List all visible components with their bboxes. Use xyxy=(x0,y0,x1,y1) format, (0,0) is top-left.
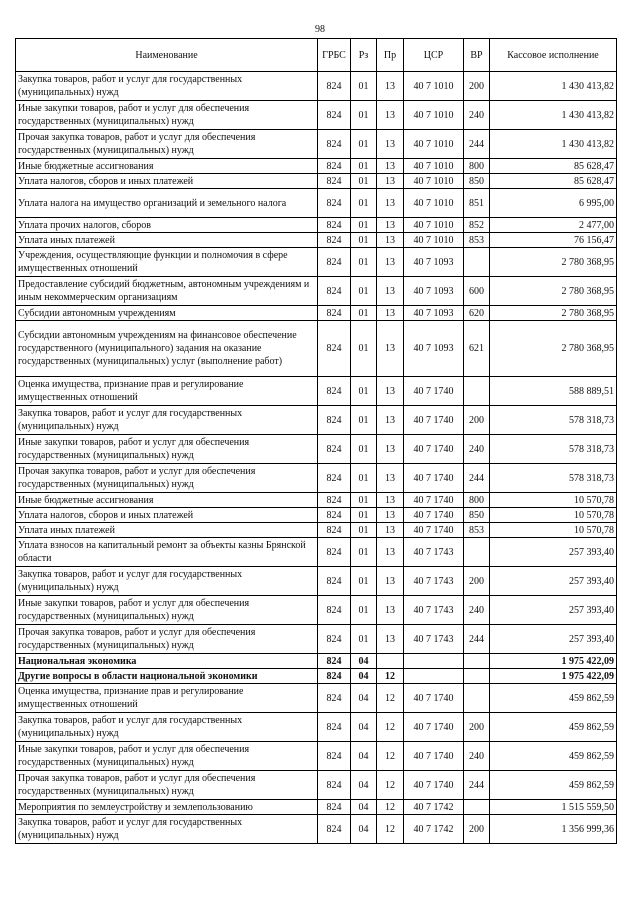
row-pr-cell: 13 xyxy=(377,130,404,159)
row-vr-cell: 240 xyxy=(464,596,490,625)
row-name-cell: Иные бюджетные ассигнования xyxy=(16,493,318,508)
row-vr-cell xyxy=(464,684,490,713)
table-row xyxy=(16,174,617,189)
table-row xyxy=(16,684,617,713)
row-csr-cell: 40 7 1093 xyxy=(404,277,464,306)
row-grbs-cell: 824 xyxy=(318,625,351,654)
row-grbs-cell: 824 xyxy=(318,669,351,684)
table-row xyxy=(16,567,617,596)
row-rz-cell: 01 xyxy=(351,130,377,159)
row-name-cell: Уплата иных платежей xyxy=(16,233,318,248)
row-grbs-cell: 824 xyxy=(318,174,351,189)
row-name-cell: Другие вопросы в области национальной экономики xyxy=(16,669,318,684)
table-row xyxy=(16,669,617,684)
row-name-cell: Уплата налога на имущество организаций и земельного налога xyxy=(16,189,318,218)
row-name-cell: Иные закупки товаров, работ и услуг для обеспечения государственных (муниципальных) нужд xyxy=(16,596,318,625)
row-pr-cell: 13 xyxy=(377,464,404,493)
row-name-cell: Уплата взносов на капитальный ремонт за объекты казны Брянской области xyxy=(16,538,318,567)
row-csr-cell: 40 7 1010 xyxy=(404,233,464,248)
row-vr-cell: 200 xyxy=(464,713,490,742)
row-csr-cell: 40 7 1743 xyxy=(404,567,464,596)
row-pr-cell: 13 xyxy=(377,248,404,277)
row-rz-cell: 04 xyxy=(351,815,377,844)
row-pr-cell: 13 xyxy=(377,596,404,625)
row-name-cell: Уплата прочих налогов, сборов xyxy=(16,218,318,233)
row-grbs-cell: 824 xyxy=(318,493,351,508)
row-name-cell: Учреждения, осуществляющие функции и полномочия в сфере имущественных отношений xyxy=(16,248,318,277)
row-rz-cell: 01 xyxy=(351,218,377,233)
row-pr-cell: 13 xyxy=(377,72,404,101)
row-vr-cell: 851 xyxy=(464,189,490,218)
row-amount-cell: 459 862,59 xyxy=(490,771,617,800)
row-pr-cell: 13 xyxy=(377,567,404,596)
table-row xyxy=(16,306,617,321)
row-csr-cell: 40 7 1010 xyxy=(404,101,464,130)
row-pr-cell: 12 xyxy=(377,713,404,742)
row-vr-cell xyxy=(464,669,490,684)
column-header-csr: ЦСР xyxy=(404,39,464,72)
row-csr-cell: 40 7 1740 xyxy=(404,464,464,493)
row-pr-cell: 12 xyxy=(377,815,404,844)
row-csr-cell: 40 7 1010 xyxy=(404,159,464,174)
table-row xyxy=(16,815,617,844)
table-row xyxy=(16,538,617,567)
table-row xyxy=(16,248,617,277)
row-pr-cell: 12 xyxy=(377,684,404,713)
row-pr-cell: 13 xyxy=(377,435,404,464)
row-grbs-cell: 824 xyxy=(318,815,351,844)
table-row xyxy=(16,800,617,815)
row-vr-cell: 850 xyxy=(464,508,490,523)
row-name-cell: Закупка товаров, работ и услуг для государственных (муниципальных) нужд xyxy=(16,815,318,844)
row-rz-cell: 01 xyxy=(351,625,377,654)
row-amount-cell: 1 356 999,36 xyxy=(490,815,617,844)
row-amount-cell: 578 318,73 xyxy=(490,464,617,493)
table-row xyxy=(16,625,617,654)
row-grbs-cell: 824 xyxy=(318,800,351,815)
row-grbs-cell: 824 xyxy=(318,684,351,713)
row-csr-cell: 40 7 1742 xyxy=(404,800,464,815)
row-rz-cell: 04 xyxy=(351,771,377,800)
row-grbs-cell: 824 xyxy=(318,377,351,406)
row-name-cell: Иные закупки товаров, работ и услуг для обеспечения государственных (муниципальных) нужд xyxy=(16,101,318,130)
row-amount-cell: 76 156,47 xyxy=(490,233,617,248)
row-vr-cell: 600 xyxy=(464,277,490,306)
row-name-cell: Прочая закупка товаров, работ и услуг для обеспечения государственных (муниципальных) нужд xyxy=(16,464,318,493)
row-pr-cell: 13 xyxy=(377,174,404,189)
row-amount-cell: 6 995,00 xyxy=(490,189,617,218)
row-grbs-cell: 824 xyxy=(318,159,351,174)
row-amount-cell: 257 393,40 xyxy=(490,567,617,596)
row-csr-cell xyxy=(404,654,464,669)
row-amount-cell: 2 780 368,95 xyxy=(490,248,617,277)
row-grbs-cell: 824 xyxy=(318,406,351,435)
table-row xyxy=(16,101,617,130)
row-amount-cell: 1 975 422,09 xyxy=(490,654,617,669)
row-csr-cell: 40 7 1740 xyxy=(404,377,464,406)
row-csr-cell: 40 7 1740 xyxy=(404,713,464,742)
row-amount-cell: 1 430 413,82 xyxy=(490,72,617,101)
table-row xyxy=(16,233,617,248)
row-rz-cell: 01 xyxy=(351,464,377,493)
row-csr-cell: 40 7 1740 xyxy=(404,508,464,523)
row-csr-cell xyxy=(404,669,464,684)
row-vr-cell: 853 xyxy=(464,523,490,538)
table-body xyxy=(16,72,617,844)
row-amount-cell: 2 780 368,95 xyxy=(490,306,617,321)
row-rz-cell: 01 xyxy=(351,435,377,464)
table-row xyxy=(16,713,617,742)
row-rz-cell: 01 xyxy=(351,306,377,321)
row-amount-cell: 2 780 368,95 xyxy=(490,321,617,377)
row-name-cell: Уплата налогов, сборов и иных платежей xyxy=(16,174,318,189)
row-grbs-cell: 824 xyxy=(318,218,351,233)
row-csr-cell: 40 7 1740 xyxy=(404,523,464,538)
row-csr-cell: 40 7 1010 xyxy=(404,174,464,189)
row-grbs-cell: 824 xyxy=(318,101,351,130)
table-row xyxy=(16,377,617,406)
row-csr-cell: 40 7 1740 xyxy=(404,771,464,800)
row-rz-cell: 01 xyxy=(351,538,377,567)
row-pr-cell: 13 xyxy=(377,523,404,538)
row-grbs-cell: 824 xyxy=(318,596,351,625)
row-rz-cell: 01 xyxy=(351,523,377,538)
row-amount-cell: 459 862,59 xyxy=(490,684,617,713)
row-pr-cell xyxy=(377,654,404,669)
row-vr-cell xyxy=(464,800,490,815)
column-header-name: Наименование xyxy=(16,39,318,72)
row-csr-cell: 40 7 1093 xyxy=(404,306,464,321)
row-rz-cell: 01 xyxy=(351,174,377,189)
row-csr-cell: 40 7 1093 xyxy=(404,321,464,377)
row-pr-cell: 13 xyxy=(377,538,404,567)
row-pr-cell: 13 xyxy=(377,377,404,406)
row-grbs-cell: 824 xyxy=(318,464,351,493)
row-rz-cell: 01 xyxy=(351,493,377,508)
row-csr-cell: 40 7 1740 xyxy=(404,493,464,508)
table-row xyxy=(16,508,617,523)
column-header-grbs: ГРБС xyxy=(318,39,351,72)
row-vr-cell xyxy=(464,654,490,669)
row-rz-cell: 04 xyxy=(351,669,377,684)
row-name-cell: Закупка товаров, работ и услуг для государственных (муниципальных) нужд xyxy=(16,567,318,596)
table-row xyxy=(16,493,617,508)
row-pr-cell: 13 xyxy=(377,159,404,174)
row-grbs-cell: 824 xyxy=(318,189,351,218)
row-csr-cell: 40 7 1010 xyxy=(404,72,464,101)
row-vr-cell: 244 xyxy=(464,771,490,800)
row-name-cell: Субсидии автономным учреждениям на финансовое обеспечение государственного (муниципального) задания на оказание государственных (муниципальных) услуг (выполнение работ) xyxy=(16,321,318,377)
row-name-cell: Иные бюджетные ассигнования xyxy=(16,159,318,174)
table-row xyxy=(16,464,617,493)
row-amount-cell: 588 889,51 xyxy=(490,377,617,406)
row-csr-cell: 40 7 1743 xyxy=(404,538,464,567)
row-rz-cell: 04 xyxy=(351,684,377,713)
row-vr-cell: 852 xyxy=(464,218,490,233)
row-pr-cell: 13 xyxy=(377,101,404,130)
row-vr-cell: 621 xyxy=(464,321,490,377)
row-pr-cell: 12 xyxy=(377,669,404,684)
row-csr-cell: 40 7 1740 xyxy=(404,684,464,713)
table-row xyxy=(16,742,617,771)
row-vr-cell: 800 xyxy=(464,159,490,174)
row-grbs-cell: 824 xyxy=(318,248,351,277)
row-amount-cell: 1 430 413,82 xyxy=(490,101,617,130)
row-pr-cell: 13 xyxy=(377,625,404,654)
row-vr-cell: 853 xyxy=(464,233,490,248)
row-vr-cell: 200 xyxy=(464,72,490,101)
row-amount-cell: 459 862,59 xyxy=(490,713,617,742)
row-grbs-cell: 824 xyxy=(318,538,351,567)
row-vr-cell: 240 xyxy=(464,742,490,771)
row-csr-cell: 40 7 1743 xyxy=(404,625,464,654)
row-grbs-cell: 824 xyxy=(318,508,351,523)
row-rz-cell: 01 xyxy=(351,406,377,435)
row-pr-cell: 13 xyxy=(377,406,404,435)
table-row xyxy=(16,277,617,306)
row-amount-cell: 2 780 368,95 xyxy=(490,277,617,306)
table-row xyxy=(16,130,617,159)
row-amount-cell: 1 515 559,50 xyxy=(490,800,617,815)
row-name-cell: Оценка имущества, признание прав и регулирование имущественных отношений xyxy=(16,377,318,406)
row-name-cell: Уплата налогов, сборов и иных платежей xyxy=(16,508,318,523)
row-grbs-cell: 824 xyxy=(318,654,351,669)
row-grbs-cell: 824 xyxy=(318,435,351,464)
row-rz-cell: 01 xyxy=(351,321,377,377)
row-grbs-cell: 824 xyxy=(318,321,351,377)
row-amount-cell: 10 570,78 xyxy=(490,493,617,508)
row-rz-cell: 01 xyxy=(351,596,377,625)
row-grbs-cell: 824 xyxy=(318,130,351,159)
row-name-cell: Оценка имущества, признание прав и регулирование имущественных отношений xyxy=(16,684,318,713)
column-header-vr: ВР xyxy=(464,39,490,72)
row-csr-cell: 40 7 1740 xyxy=(404,742,464,771)
row-name-cell: Субсидии автономным учреждениям xyxy=(16,306,318,321)
row-name-cell: Закупка товаров, работ и услуг для государственных (муниципальных) нужд xyxy=(16,72,318,101)
column-header-pr: Пр xyxy=(377,39,404,72)
row-amount-cell: 578 318,73 xyxy=(490,435,617,464)
row-vr-cell: 240 xyxy=(464,435,490,464)
table-header xyxy=(16,39,617,72)
table-row xyxy=(16,321,617,377)
row-rz-cell: 01 xyxy=(351,248,377,277)
row-pr-cell: 13 xyxy=(377,218,404,233)
row-grbs-cell: 824 xyxy=(318,72,351,101)
row-amount-cell: 1 430 413,82 xyxy=(490,130,617,159)
row-pr-cell: 13 xyxy=(377,493,404,508)
table-row xyxy=(16,189,617,218)
row-amount-cell: 1 975 422,09 xyxy=(490,669,617,684)
row-rz-cell: 01 xyxy=(351,277,377,306)
row-rz-cell: 04 xyxy=(351,742,377,771)
row-vr-cell xyxy=(464,538,490,567)
row-vr-cell: 200 xyxy=(464,815,490,844)
row-vr-cell: 800 xyxy=(464,493,490,508)
row-amount-cell: 257 393,40 xyxy=(490,625,617,654)
row-name-cell: Закупка товаров, работ и услуг для государственных (муниципальных) нужд xyxy=(16,406,318,435)
row-pr-cell: 12 xyxy=(377,742,404,771)
table-row xyxy=(16,771,617,800)
row-rz-cell: 01 xyxy=(351,101,377,130)
row-rz-cell: 01 xyxy=(351,508,377,523)
row-amount-cell: 578 318,73 xyxy=(490,406,617,435)
table-row xyxy=(16,523,617,538)
row-csr-cell: 40 7 1742 xyxy=(404,815,464,844)
row-grbs-cell: 824 xyxy=(318,742,351,771)
row-grbs-cell: 824 xyxy=(318,713,351,742)
row-rz-cell: 01 xyxy=(351,233,377,248)
row-grbs-cell: 824 xyxy=(318,567,351,596)
row-name-cell: Национальная экономика xyxy=(16,654,318,669)
table-row xyxy=(16,654,617,669)
row-pr-cell: 13 xyxy=(377,508,404,523)
row-vr-cell: 620 xyxy=(464,306,490,321)
row-csr-cell: 40 7 1010 xyxy=(404,130,464,159)
row-vr-cell: 200 xyxy=(464,406,490,435)
row-pr-cell: 13 xyxy=(377,189,404,218)
row-rz-cell: 04 xyxy=(351,800,377,815)
row-name-cell: Прочая закупка товаров, работ и услуг для обеспечения государственных (муниципальных) нужд xyxy=(16,625,318,654)
row-vr-cell xyxy=(464,377,490,406)
row-vr-cell: 850 xyxy=(464,174,490,189)
row-name-cell: Иные закупки товаров, работ и услуг для обеспечения государственных (муниципальных) нужд xyxy=(16,435,318,464)
row-csr-cell: 40 7 1743 xyxy=(404,596,464,625)
row-vr-cell: 244 xyxy=(464,464,490,493)
row-amount-cell: 10 570,78 xyxy=(490,508,617,523)
row-rz-cell: 01 xyxy=(351,567,377,596)
row-grbs-cell: 824 xyxy=(318,523,351,538)
row-rz-cell: 04 xyxy=(351,713,377,742)
row-name-cell: Мероприятия по землеустройству и землепользованию xyxy=(16,800,318,815)
budget-table xyxy=(15,38,617,844)
table-row xyxy=(16,435,617,464)
row-csr-cell: 40 7 1010 xyxy=(404,189,464,218)
row-csr-cell: 40 7 1740 xyxy=(404,406,464,435)
row-grbs-cell: 824 xyxy=(318,233,351,248)
row-name-cell: Закупка товаров, работ и услуг для государственных (муниципальных) нужд xyxy=(16,713,318,742)
table-row xyxy=(16,159,617,174)
row-amount-cell: 257 393,40 xyxy=(490,538,617,567)
row-amount-cell: 459 862,59 xyxy=(490,742,617,771)
row-rz-cell: 01 xyxy=(351,377,377,406)
row-vr-cell: 200 xyxy=(464,567,490,596)
row-name-cell: Прочая закупка товаров, работ и услуг для обеспечения государственных (муниципальных) нужд xyxy=(16,771,318,800)
row-vr-cell: 244 xyxy=(464,130,490,159)
row-rz-cell: 01 xyxy=(351,159,377,174)
row-pr-cell: 13 xyxy=(377,306,404,321)
row-pr-cell: 13 xyxy=(377,277,404,306)
row-csr-cell: 40 7 1010 xyxy=(404,218,464,233)
row-grbs-cell: 824 xyxy=(318,771,351,800)
table-row xyxy=(16,72,617,101)
row-pr-cell: 13 xyxy=(377,233,404,248)
row-rz-cell: 01 xyxy=(351,189,377,218)
row-pr-cell: 12 xyxy=(377,771,404,800)
row-amount-cell: 257 393,40 xyxy=(490,596,617,625)
row-pr-cell: 13 xyxy=(377,321,404,377)
column-header-amount: Кассовое исполнение xyxy=(490,39,617,72)
row-grbs-cell: 824 xyxy=(318,277,351,306)
row-pr-cell: 12 xyxy=(377,800,404,815)
row-name-cell: Уплата иных платежей xyxy=(16,523,318,538)
row-grbs-cell: 824 xyxy=(318,306,351,321)
row-name-cell: Прочая закупка товаров, работ и услуг для обеспечения государственных (муниципальных) нужд xyxy=(16,130,318,159)
row-amount-cell: 85 628,47 xyxy=(490,174,617,189)
row-rz-cell: 04 xyxy=(351,654,377,669)
row-rz-cell: 01 xyxy=(351,72,377,101)
table-row xyxy=(16,218,617,233)
row-amount-cell: 10 570,78 xyxy=(490,523,617,538)
row-name-cell: Предоставление субсидий бюджетным, автономным учреждениям и иным некоммерческим организациям xyxy=(16,277,318,306)
page-number: 98 xyxy=(315,24,325,35)
row-csr-cell: 40 7 1740 xyxy=(404,435,464,464)
row-amount-cell: 2 477,00 xyxy=(490,218,617,233)
row-vr-cell xyxy=(464,248,490,277)
row-name-cell: Иные закупки товаров, работ и услуг для обеспечения государственных (муниципальных) нужд xyxy=(16,742,318,771)
column-header-rz: Рз xyxy=(351,39,377,72)
row-amount-cell: 85 628,47 xyxy=(490,159,617,174)
table-row xyxy=(16,596,617,625)
row-csr-cell: 40 7 1093 xyxy=(404,248,464,277)
table-row xyxy=(16,406,617,435)
row-vr-cell: 240 xyxy=(464,101,490,130)
row-vr-cell: 244 xyxy=(464,625,490,654)
